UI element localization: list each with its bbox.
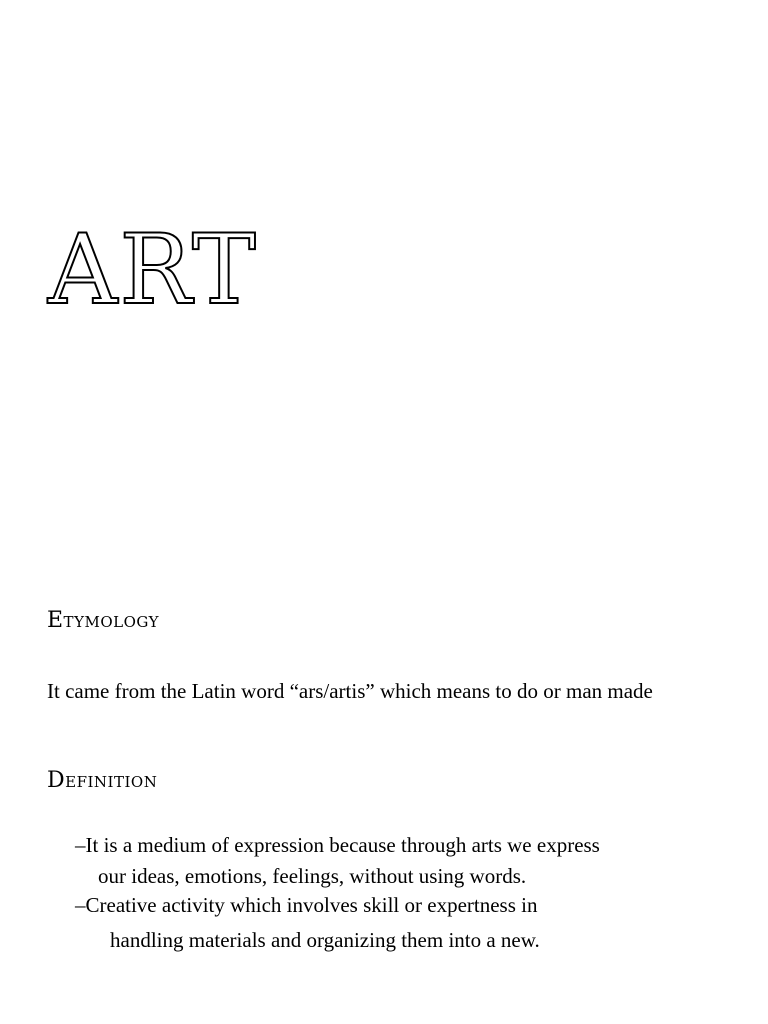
etymology-text: It came from the Latin word “ars/artis” which means to do or man made bbox=[47, 679, 653, 703]
definition-item-2-line-1: –Creative activity which involves skill or expertness in bbox=[75, 893, 538, 917]
definition-item-1-line-1: –It is a medium of expression because through arts we express bbox=[75, 833, 600, 857]
page-title: ART bbox=[48, 214, 258, 326]
definition-heading: Definition bbox=[47, 768, 158, 793]
definition-item-2-line-2: handling materials and organizing them into a new. bbox=[110, 928, 540, 952]
etymology-heading: Etymology bbox=[47, 608, 160, 633]
definition-item-1-line-2: our ideas, emotions, feelings, without using words. bbox=[98, 864, 527, 888]
